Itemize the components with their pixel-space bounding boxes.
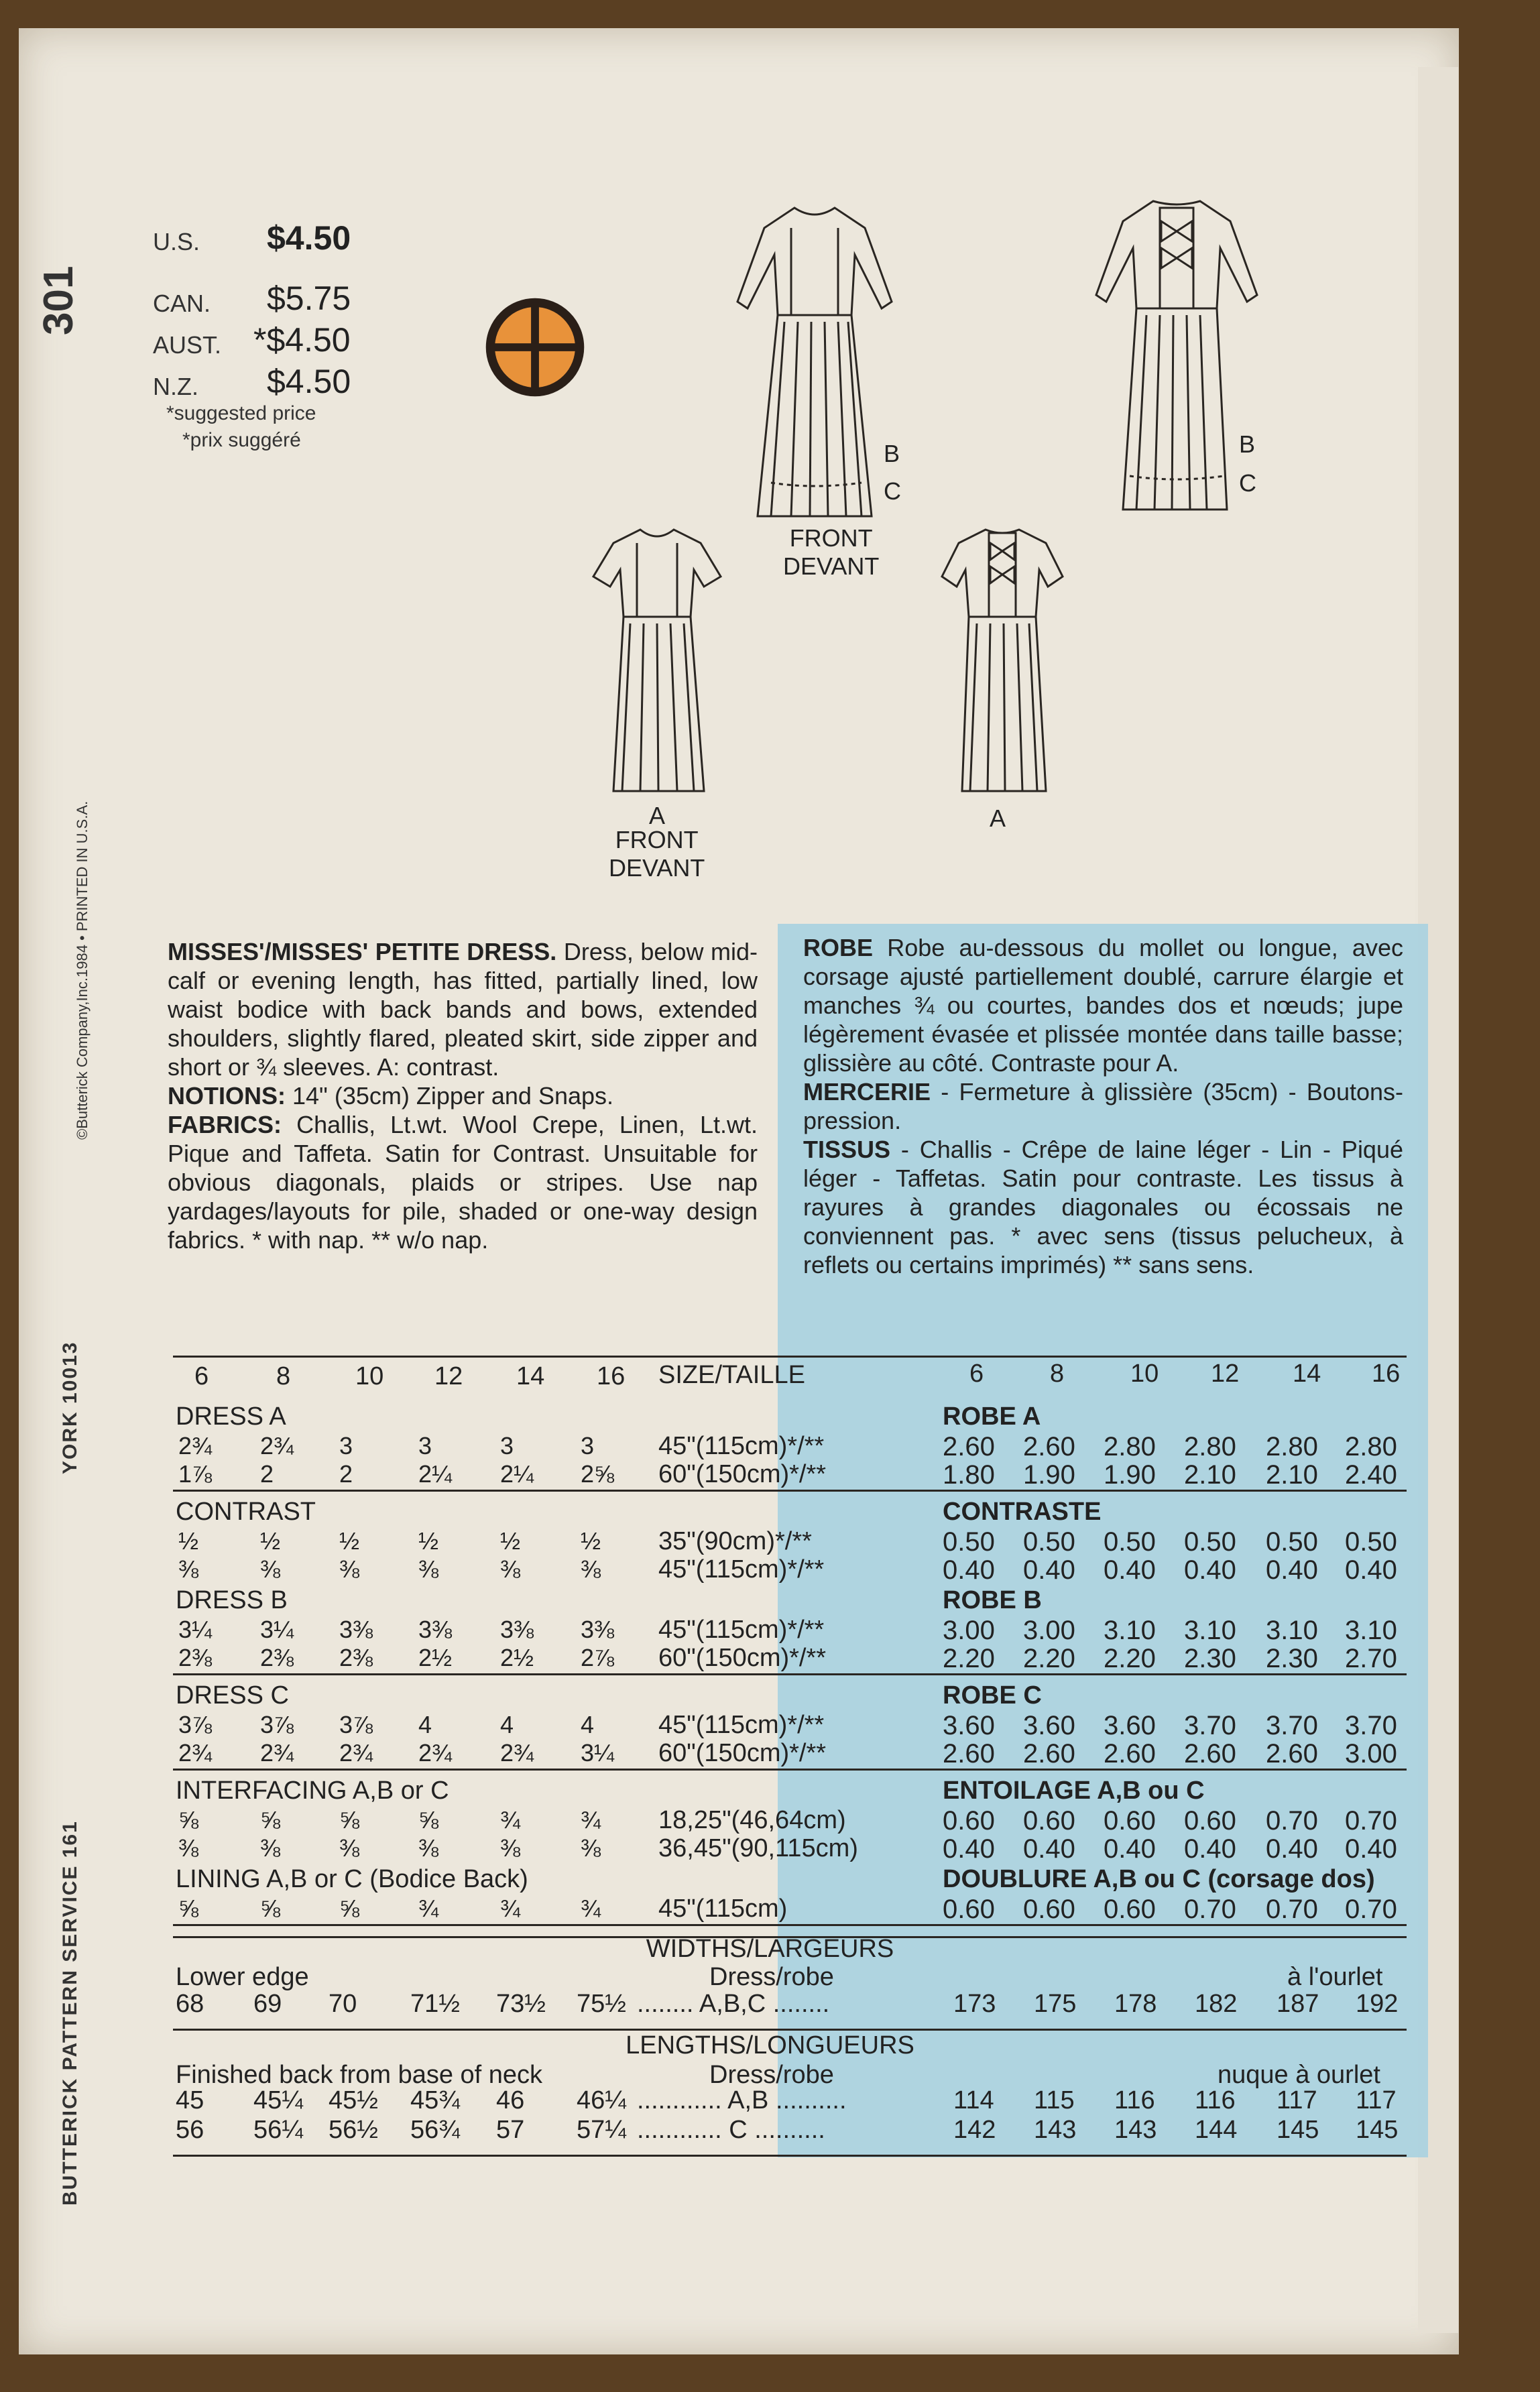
yardage-metric-cell: 2.60 [1023,1739,1075,1769]
butterick-logo-icon [485,298,585,397]
dress-bc-front-illustration [731,201,898,523]
yardage-metric-cell: 2.20 [943,1644,995,1673]
length-code: ............ C .......... [637,2116,825,2144]
length-us-cell: 45 [176,2086,204,2114]
yardage-us-cell: ⅝ [178,1806,199,1834]
yardage-metric-cell: 2.30 [1266,1644,1318,1673]
yardage-metric-cell: 0.40 [1104,1555,1156,1585]
yardage-metric-cell: 3.10 [1345,1616,1397,1645]
length-us-cell: 45¾ [410,2086,460,2114]
length-metric-cell: 145 [1277,2116,1319,2144]
yardage-metric-cell: 0.40 [1266,1834,1318,1864]
yardage-us-cell: 3⅜ [581,1616,615,1643]
yardage-metric-cell: 0.70 [1345,1806,1397,1836]
width-us-cell: 70 [329,1990,357,2018]
yardage-us-cell: 2⅜ [339,1644,373,1671]
fig-a-front-letter: A [649,802,666,829]
yardage-us-cell: 2¾ [178,1739,213,1767]
yardage-metric-cell: 2.40 [1345,1460,1397,1490]
section-label-fr: ROBE A [943,1402,1041,1431]
yardage-us-cell: ⅜ [581,1834,601,1862]
yardage-us-cell: ½ [260,1527,281,1555]
yardage-metric-cell: 0.70 [1184,1895,1236,1924]
size-title: SIZE/TAILLE [658,1361,805,1389]
yardage-us-cell: 2⅜ [260,1644,294,1671]
yardage-metric-cell: 0.40 [943,1834,995,1864]
yardage-metric-cell: 1.90 [1104,1460,1156,1490]
yardage-metric-cell: 3.10 [1184,1616,1236,1645]
yardage-metric-cell: 0.60 [1023,1895,1075,1924]
size-us-12: 12 [434,1362,463,1390]
yardage-us-cell: 2⅞ [581,1644,615,1671]
width-us-cell: 69 [253,1990,282,2018]
yardage-metric-cell: 2.80 [1184,1432,1236,1461]
yardage-metric-cell: 0.40 [1266,1555,1318,1585]
yardage-metric-cell: 3.70 [1345,1711,1397,1740]
copyright: ©Butterick Company,Inc.1984 • PRINTED IN U.S.A. [74,800,91,1140]
yardage-us-cell: 3 [339,1432,353,1459]
pattern-number: 301 [36,265,82,335]
section-label-en: DRESS B [176,1586,288,1614]
length-metric-cell: 117 [1277,2086,1317,2114]
yardage-metric-cell: 0.60 [1023,1806,1075,1836]
section-rule [173,1673,1407,1675]
width-us-cell: 68 [176,1990,204,2018]
width-metric-cell: 178 [1114,1990,1157,2018]
yardage-metric-cell: 2.70 [1345,1644,1397,1673]
yardage-metric-cell: 3.00 [1345,1739,1397,1769]
yardage-us-cell: 3 [500,1432,514,1459]
fabric-width: 60"(150cm)*/** [658,1644,827,1672]
lengths-left-label: Finished back from base of neck [176,2061,543,2089]
size-metric-10: 10 [1130,1360,1159,1388]
price-note-fr: *prix suggéré [182,429,301,451]
fabric-width: 45"(115cm) [658,1895,788,1923]
yardage-us-cell: ¾ [581,1895,601,1922]
price-label-aust: AUST. [153,331,222,359]
yardage-us-cell: ⅝ [339,1895,360,1922]
widths-left-label: Lower edge [176,1963,309,1991]
yardage-us-cell: 2¾ [418,1739,453,1767]
fig-a-front-label: FRONT DEVANT [609,826,705,882]
length-metric-cell: 145 [1356,2116,1399,2144]
section-label-en: CONTRAST [176,1498,316,1526]
yardage-us-cell: ⅝ [178,1895,199,1922]
length-us-cell: 57 [496,2116,525,2144]
price-us: $4.50 [267,219,351,257]
section-label-fr: ENTOILAGE A,B ou C [943,1777,1205,1805]
fig-bc-front-letter-c: C [884,477,901,505]
price-label-can: CAN. [153,290,211,317]
yardage-us-cell: ⅜ [500,1555,521,1583]
yardage-us-cell: 4 [418,1711,432,1738]
size-metric-12: 12 [1211,1360,1240,1388]
length-us-cell: 46¼ [577,2086,626,2114]
yardage-metric-cell: 2.60 [943,1432,995,1461]
yardage-us-cell: 2⅜ [178,1644,213,1671]
spine-brand: BUTTERICK PATTERN SERVICE 161 YORK 10013 [59,1341,81,2206]
size-us-6: 6 [194,1362,209,1390]
yardage-us-cell: ⅝ [339,1806,360,1834]
fig-bc-back-letter-c: C [1239,469,1256,497]
yardage-metric-cell: 3.00 [1023,1616,1075,1645]
yardage-metric-cell: 0.50 [1184,1527,1236,1557]
yardage-us-cell: ½ [581,1527,601,1555]
length-metric-cell: 117 [1356,2086,1397,2114]
size-metric-16: 16 [1372,1360,1401,1388]
section-label-en: LINING A,B or C (Bodice Back) [176,1865,528,1893]
yardage-us-cell: 2¾ [178,1432,213,1459]
width-us-cell: 71½ [410,1990,460,2018]
yardage-metric-cell: 2.10 [1266,1460,1318,1490]
yardage-us-cell: ⅜ [418,1834,439,1862]
price-note-en: *suggested price [166,402,316,424]
yardage-us-cell: 2¼ [500,1460,534,1488]
yardage-metric-cell: 0.70 [1345,1895,1397,1924]
yardage-metric-cell: 3.10 [1104,1616,1156,1645]
yardage-us-cell: ⅜ [260,1834,281,1862]
yardage-us-cell: 3⅜ [500,1616,534,1643]
yardage-us-cell: 2¾ [260,1739,294,1767]
length-metric-cell: 144 [1195,2116,1238,2144]
yardage-metric-cell: 0.40 [1023,1834,1075,1864]
lengths-right-label: nuque à ourlet [1218,2061,1380,2089]
fabric-width: 18,25"(46,64cm) [658,1806,846,1834]
lengths-mid-label: Dress/robe [709,2061,834,2089]
yardage-us-cell: 3⅞ [339,1711,373,1738]
fabric-width: 60"(150cm)*/** [658,1460,827,1488]
section-rule [173,1769,1407,1771]
length-code: ............ A,B .......... [637,2086,847,2114]
yardage-us-cell: ½ [178,1527,199,1555]
yardage-metric-cell: 0.50 [1266,1527,1318,1557]
length-us-cell: 56 [176,2116,204,2144]
yardage-us-cell: ⅜ [260,1555,281,1583]
yardage-metric-cell: 0.40 [1023,1555,1075,1585]
dress-a-back-illustration [935,523,1069,804]
yardage-us-cell: 3⅞ [260,1711,294,1738]
size-metric-8: 8 [1050,1360,1065,1388]
size-metric-6: 6 [969,1360,984,1388]
lengths-title: LENGTHS/LONGUEURS [626,2031,914,2059]
yardage-metric-cell: 0.70 [1266,1806,1318,1836]
lengths-rule [173,2029,1407,2031]
size-us-16: 16 [597,1362,626,1390]
yardage-metric-cell: 2.60 [1104,1739,1156,1769]
yardage-us-cell: ⅜ [178,1555,199,1583]
yardage-metric-cell: 2.80 [1266,1432,1318,1461]
length-metric-cell: 115 [1034,2086,1075,2114]
length-us-cell: 56½ [329,2116,378,2144]
yardage-metric-cell: 0.40 [943,1555,995,1585]
yardage-us-cell: 3¼ [581,1739,615,1767]
yardage-metric-cell: 3.70 [1184,1711,1236,1740]
yardage-us-cell: 3⅜ [418,1616,453,1643]
yardage-us-cell: 2½ [418,1644,453,1671]
yardage-metric-cell: 3.60 [1104,1711,1156,1740]
width-metric-cell: 192 [1356,1990,1399,2018]
width-us-cell: 73½ [496,1990,546,2018]
length-metric-cell: 142 [953,2116,996,2144]
yardage-metric-cell: 3.60 [943,1711,995,1740]
length-us-cell: 56¾ [410,2116,460,2144]
yardage-metric-cell: 0.60 [943,1806,995,1836]
fabric-width: 60"(150cm)*/** [658,1739,827,1767]
fabric-width: 45"(115cm)*/** [658,1616,825,1644]
section-label-fr: CONTRASTE [943,1498,1102,1526]
yardage-metric-cell: 2.30 [1184,1644,1236,1673]
yardage-us-cell: 2¾ [260,1432,294,1459]
length-metric-cell: 143 [1034,2116,1077,2144]
yardage-metric-cell: 0.50 [1345,1527,1397,1557]
yardage-us-cell: ¾ [500,1806,521,1834]
yardage-us-cell: 4 [581,1711,595,1738]
fabric-width: 35"(90cm)*/** [658,1527,812,1555]
section-label-fr: ROBE B [943,1586,1042,1614]
size-us-14: 14 [516,1362,545,1390]
length-us-cell: 45¼ [253,2086,303,2114]
fabric-width: 45"(115cm)*/** [658,1711,825,1739]
width-metric-cell: 187 [1277,1990,1319,2018]
widths-mid-label: Dress/robe [709,1963,834,1991]
yardage-us-cell: 2¾ [339,1739,373,1767]
fabric-width: 36,45"(90,115cm) [658,1834,858,1862]
yardage-metric-cell: 3.10 [1266,1616,1318,1645]
yardage-us-cell: ⅝ [260,1806,281,1834]
fig-bc-front-label: FRONT DEVANT [783,524,880,580]
width-metric-cell: 173 [953,1990,996,2018]
yardage-metric-cell: 2.60 [1184,1739,1236,1769]
price-nz: $4.50 [267,363,351,400]
yardage-metric-cell: 0.60 [943,1895,995,1924]
price-label-us: U.S. [153,228,200,255]
yardage-us-cell: 2¼ [418,1460,453,1488]
yardage-metric-cell: 3.60 [1023,1711,1075,1740]
yardage-us-cell: 2¾ [500,1739,534,1767]
yardage-us-cell: ⅜ [339,1834,360,1862]
section-label-en: DRESS A [176,1402,286,1431]
yardage-us-cell: ¾ [581,1806,601,1834]
yardage-us-cell: ⅜ [418,1555,439,1583]
yardage-us-cell: ¾ [418,1895,439,1922]
dress-a-front-illustration [583,523,731,804]
yardage-us-cell: 1⅞ [178,1460,213,1488]
length-us-cell: 57¼ [577,2116,626,2144]
section-label-en: DRESS C [176,1681,289,1710]
yardage-us-cell: ⅝ [260,1895,281,1922]
fabric-width: 45"(115cm)*/** [658,1555,825,1583]
yardage-metric-cell: 2.20 [1104,1644,1156,1673]
yardage-metric-cell: 2.80 [1345,1432,1397,1461]
yardage-us-cell: 3¼ [260,1616,294,1643]
size-us-10: 10 [355,1362,384,1390]
yardage-us-cell: 2 [339,1460,353,1488]
size-metric-14: 14 [1293,1360,1321,1388]
yardage-metric-cell: 0.50 [1023,1527,1075,1557]
yardage-metric-cell: 0.60 [1104,1895,1156,1924]
width-us-cell: 75½ [577,1990,626,2018]
length-us-cell: 46 [496,2086,525,2114]
yardage-us-cell: ⅜ [339,1555,360,1583]
description-fr: ROBE Robe au-dessous du mollet ou longue, avec corsage ajusté partiellement doublé, carrure élargie et manches ¾ ou courtes, bandes dos et nœuds; jupe légèrement évasée et plissée montée dans taille basse; glissière au côté. Contraste pour A. MERCERIE - Fermeture à glissière (35cm) - Boutons-pression. TISSUS - Challis - Crêpe de laine léger - Lin - Piqué léger - Taffetas. Satin pour contraste. Les tissus à rayures à grandes diagonales ou écossais ne conviennent pas. * avec sens (tissus pelucheux, à reflets ou certains imprimés) ** sans sens. [803,934,1403,1278]
yardage-us-cell: 4 [500,1711,514,1738]
yardage-us-cell: 2 [260,1460,274,1488]
yardage-metric-cell: 2.60 [943,1739,995,1769]
length-us-cell: 45½ [329,2086,378,2114]
width-metric-cell: 182 [1195,1990,1238,2018]
yardage-metric-cell: 3.00 [943,1616,995,1645]
yardage-metric-cell: 0.60 [1104,1806,1156,1836]
yardage-us-cell: ¾ [500,1895,521,1922]
yardage-metric-cell: 2.60 [1023,1432,1075,1461]
yardage-us-cell: 3⅞ [178,1711,213,1738]
yardage-metric-cell: 2.20 [1023,1644,1075,1673]
width-metric-cell: 175 [1034,1990,1077,2018]
yardage-metric-cell: 0.60 [1184,1806,1236,1836]
yardage-metric-cell: 0.40 [1184,1555,1236,1585]
section-rule [173,1490,1407,1492]
table-bottom-rule [173,2155,1407,2157]
yardage-metric-cell: 2.10 [1184,1460,1236,1490]
price-label-nz: N.Z. [153,373,198,400]
yardage-us-cell: 2⅝ [581,1460,615,1488]
yardage-metric-cell: 0.50 [1104,1527,1156,1557]
length-metric-cell: 116 [1195,2086,1236,2114]
dress-bc-back-illustration [1086,194,1267,516]
fig-a-back-letter: A [990,804,1006,832]
length-metric-cell: 116 [1114,2086,1155,2114]
section-rule [173,1924,1407,1926]
yardage-metric-cell: 1.90 [1023,1460,1075,1490]
yardage-metric-cell: 0.40 [1345,1834,1397,1864]
yardage-metric-cell: 2.60 [1266,1739,1318,1769]
fig-bc-back-letter-b: B [1239,430,1256,458]
yardage-us-cell: 3¼ [178,1616,213,1643]
section-label-fr: ROBE C [943,1681,1042,1710]
yardage-us-cell: 3⅜ [339,1616,373,1643]
section-label-en: INTERFACING A,B or C [176,1777,449,1805]
fabric-width: 45"(115cm)*/** [658,1432,825,1460]
yardage-us-cell: ½ [500,1527,521,1555]
yardage-us-cell: ⅝ [418,1806,439,1834]
yardage-us-cell: ⅜ [581,1555,601,1583]
yardage-metric-cell: 1.80 [943,1460,995,1490]
length-us-cell: 56¼ [253,2116,303,2144]
yardage-us-cell: ½ [339,1527,360,1555]
yardage-metric-cell: 2.80 [1104,1432,1156,1461]
length-metric-cell: 114 [953,2086,994,2114]
width-code: ........ A,B,C ........ [637,1990,830,2018]
fig-bc-front-letter-b: B [884,440,900,467]
yardage-metric-cell: 0.40 [1184,1834,1236,1864]
yardage-us-cell: ½ [418,1527,439,1555]
yardage-metric-cell: 0.70 [1266,1895,1318,1924]
yardage-us-cell: ⅜ [500,1834,521,1862]
table-top-rule [173,1356,1407,1358]
yardage-us-cell: 2½ [500,1644,534,1671]
yardage-metric-cell: 0.40 [1104,1834,1156,1864]
yardage-us-cell: 3 [581,1432,595,1459]
size-us-8: 8 [276,1362,291,1390]
section-label-fr: DOUBLURE A,B ou C (corsage dos) [943,1865,1375,1893]
yardage-us-cell: 3 [418,1432,432,1459]
description-en: MISSES'/MISSES' PETITE DRESS. Dress, below mid-calf or evening length, has fitted, partially lined, low waist bodice with back bands and bows, extended shoulders, slightly flared, pleated skirt, side zipper and short or ¾ sleeves. A: contrast. NOTIONS: 14" (35cm) Zipper and Snaps. FABRICS: Challis, Lt.wt. Wool Crepe, Linen, Lt.wt. Pique and Taffeta. Satin for Contrast. Unsuitable for obvious diagonals, plaids or stripes. Use nap yardages/layouts for pile, shaded or one-way design fabrics. * with nap. ** w/o nap. [168,938,758,1254]
length-metric-cell: 143 [1114,2116,1157,2144]
widths-right-label: à l'ourlet [1287,1963,1383,1991]
yardage-us-cell: ⅜ [178,1834,199,1862]
widths-title: WIDTHS/LARGEURS [646,1935,894,1963]
yardage-metric-cell: 3.70 [1266,1711,1318,1740]
yardage-metric-cell: 0.50 [943,1527,995,1557]
price-can: $5.75 [267,280,351,317]
price-aust: *$4.50 [253,321,351,359]
yardage-metric-cell: 0.40 [1345,1555,1397,1585]
